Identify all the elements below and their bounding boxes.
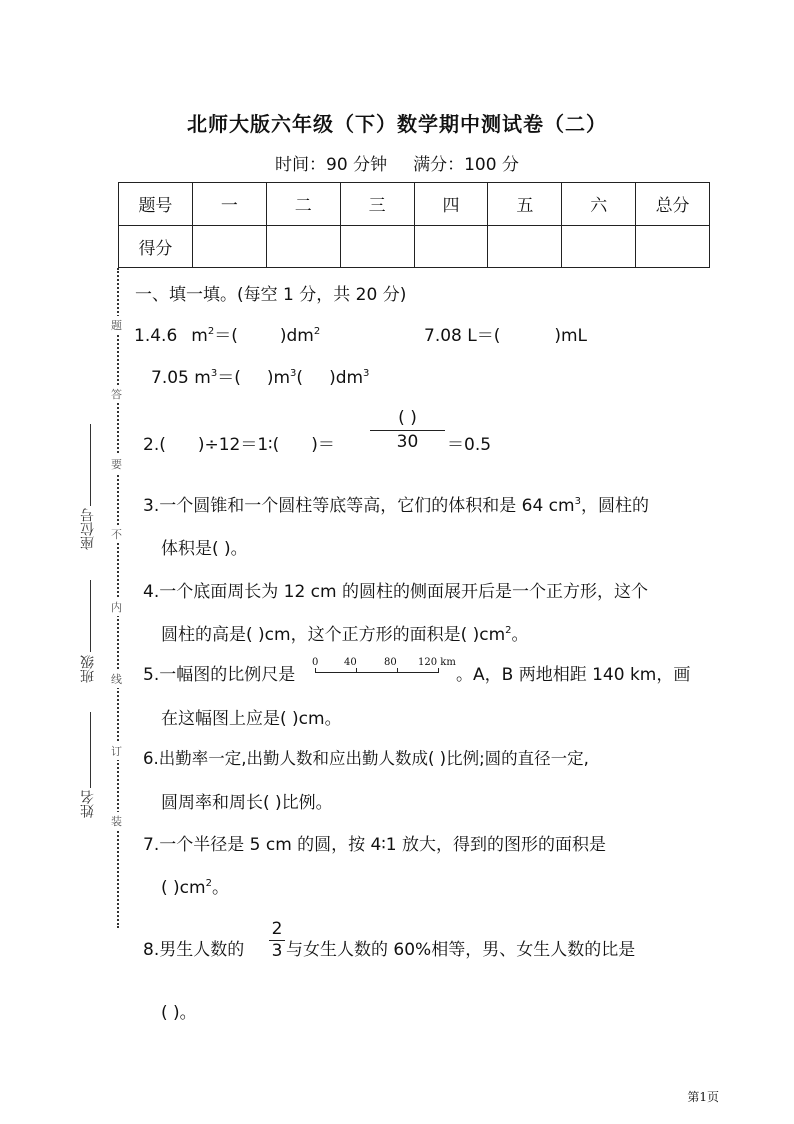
score-table-header-row <box>119 183 710 226</box>
cut-line-char: 答 <box>111 385 122 403</box>
page-title: 北师大版六年级（下）数学期中测试卷（二） <box>187 112 607 136</box>
cut-line-char: 要 <box>111 455 122 473</box>
score-cell: 一 <box>192 183 266 226</box>
q1-c-eq: ＝( <box>217 368 241 388</box>
question-7-line-2 <box>161 873 229 898</box>
q2-left: 2.( <box>143 435 166 455</box>
scale-label: 0 <box>312 657 319 668</box>
seat-number-label: 座位号 <box>80 508 96 550</box>
scale-tick <box>315 668 316 673</box>
cut-line-char: 装 <box>111 812 122 830</box>
q1-c-mid2: ( <box>296 368 304 388</box>
score-table-score-row <box>119 225 710 268</box>
question-4-line-2 <box>161 620 529 645</box>
cut-line-char: 内 <box>111 598 122 616</box>
q3-exp: 3 <box>574 496 581 507</box>
question-4-line-1: 4.一个底面周长为 12 cm 的圆柱的侧面展开后是一个正方形，这个 <box>143 582 648 602</box>
q4-text-end: 。 <box>511 625 529 645</box>
q1-c: 7.05 m <box>151 368 211 388</box>
q1-exp3: 3 <box>210 368 218 379</box>
question-6-line-2: 圆周率和周长( )比例。 <box>161 793 333 813</box>
q4-exp: 2 <box>505 625 512 636</box>
q4-text: 圆柱的高是( )cm，这个正方形的面积是( )cm <box>161 625 506 645</box>
q2-tail: ＝0.5 <box>447 435 492 455</box>
cut-line-char: 不 <box>111 525 122 543</box>
question-3-line-2: 体积是( )。 <box>161 539 248 559</box>
page-number: 第1页 <box>687 1090 719 1104</box>
score-cell: 总分 <box>636 183 710 226</box>
question-8-part-b: 与女生人数的 60%相等，男、女生人数的比是 <box>286 940 636 960</box>
class-label: 班级 <box>80 655 96 683</box>
score-entry-cell[interactable] <box>192 225 266 268</box>
question-3-line-1 <box>143 491 649 516</box>
question-2 <box>143 430 335 455</box>
fraction-numerator[interactable]: ( ) <box>398 408 417 428</box>
q1-b-close: )mL <box>554 326 588 346</box>
score-entry-cell[interactable] <box>340 225 414 268</box>
question-6-line-1: 6.出勤率一定,出勤人数和应出勤人数成( )比例;圆的直径一定, <box>143 749 589 768</box>
q1-exp: 2 <box>313 326 321 337</box>
q2-fraction <box>370 408 445 452</box>
fraction-numerator: 2 <box>271 919 283 939</box>
full-score: 满分：100 分 <box>413 155 519 175</box>
q1-exp3: 3 <box>363 368 370 379</box>
question-5-line-2: 在这幅图上应是( )cm。 <box>161 709 342 729</box>
question-1-line-2 <box>151 363 369 388</box>
q7-text-end: 。 <box>211 878 229 898</box>
score-cell: 三 <box>340 183 414 226</box>
score-cell: 题号 <box>119 183 193 226</box>
name-label: 姓名 <box>80 790 96 818</box>
score-entry-cell[interactable] <box>266 225 340 268</box>
q2-eq: )＝ <box>311 435 335 455</box>
scale-label: 120 km <box>418 657 456 668</box>
q1-unit: m <box>191 326 208 346</box>
q8-fraction <box>269 919 285 961</box>
q1-number: 1.4.6 <box>134 326 178 346</box>
score-table <box>118 182 710 268</box>
section-heading: 一、填一填。(每空 1 分，共 20 分) <box>135 285 407 305</box>
scale-line <box>315 672 439 673</box>
cut-line-char: 线 <box>111 670 122 688</box>
class-blank[interactable] <box>90 580 91 652</box>
name-blank[interactable] <box>90 712 91 788</box>
scale-label: 80 <box>384 657 397 668</box>
question-5-line-1-a: 5.一幅图的比例尺是 <box>143 665 296 685</box>
q3-text: 3.一个圆锥和一个圆柱等底等高，它们的体积和是 64 cm <box>143 496 575 516</box>
cut-line-char: 题 <box>111 316 122 334</box>
question-1-line-1 <box>134 321 320 346</box>
question-5-line-1-b: 。A，B 两地相距 140 km，画 <box>456 665 691 685</box>
exam-info <box>0 150 794 175</box>
score-entry-cell[interactable] <box>562 225 636 268</box>
q2-mid: )÷12＝1∶( <box>197 435 280 455</box>
q7-text: ( )cm <box>161 878 206 898</box>
q1-c-mid: )m <box>266 368 291 388</box>
question-1-part-b <box>424 321 587 346</box>
cut-line-char: 订 <box>111 742 122 760</box>
scale-tick <box>356 668 357 673</box>
score-entry-cell[interactable] <box>414 225 488 268</box>
score-cell: 五 <box>488 183 562 226</box>
scale-bar <box>312 657 460 681</box>
time-limit: 时间：90 分钟 <box>275 155 388 175</box>
q7-exp: 2 <box>205 878 212 889</box>
score-cell: 六 <box>562 183 636 226</box>
score-cell: 二 <box>266 183 340 226</box>
fraction-denominator: 3 <box>269 940 285 961</box>
fraction-denominator: 30 <box>370 430 445 452</box>
q1-exp: 2 <box>207 326 215 337</box>
q1-c-close: )dm <box>329 368 364 388</box>
scale-label: 40 <box>344 657 357 668</box>
question-7-line-1: 7.一个半径是 5 cm 的圆，按 4∶1 放大，得到的图形的面积是 <box>143 835 607 855</box>
score-cell: 四 <box>414 183 488 226</box>
score-entry-cell[interactable] <box>636 225 710 268</box>
q1-exp3: 3 <box>290 368 297 379</box>
score-entry-cell[interactable] <box>488 225 562 268</box>
scale-tick <box>438 668 439 673</box>
scale-tick <box>397 668 398 673</box>
q3-text-end: ，圆柱的 <box>580 496 649 516</box>
q1-close: )dm <box>279 326 314 346</box>
q1-b: 7.08 L＝( <box>424 326 501 346</box>
q1-eq: ＝( <box>214 326 238 346</box>
score-row-label: 得分 <box>119 225 193 268</box>
question-8-part-a: 8.男生人数的 <box>143 940 245 960</box>
seat-number-blank[interactable] <box>90 424 91 506</box>
question-8-line-2: ( )。 <box>161 1003 197 1023</box>
